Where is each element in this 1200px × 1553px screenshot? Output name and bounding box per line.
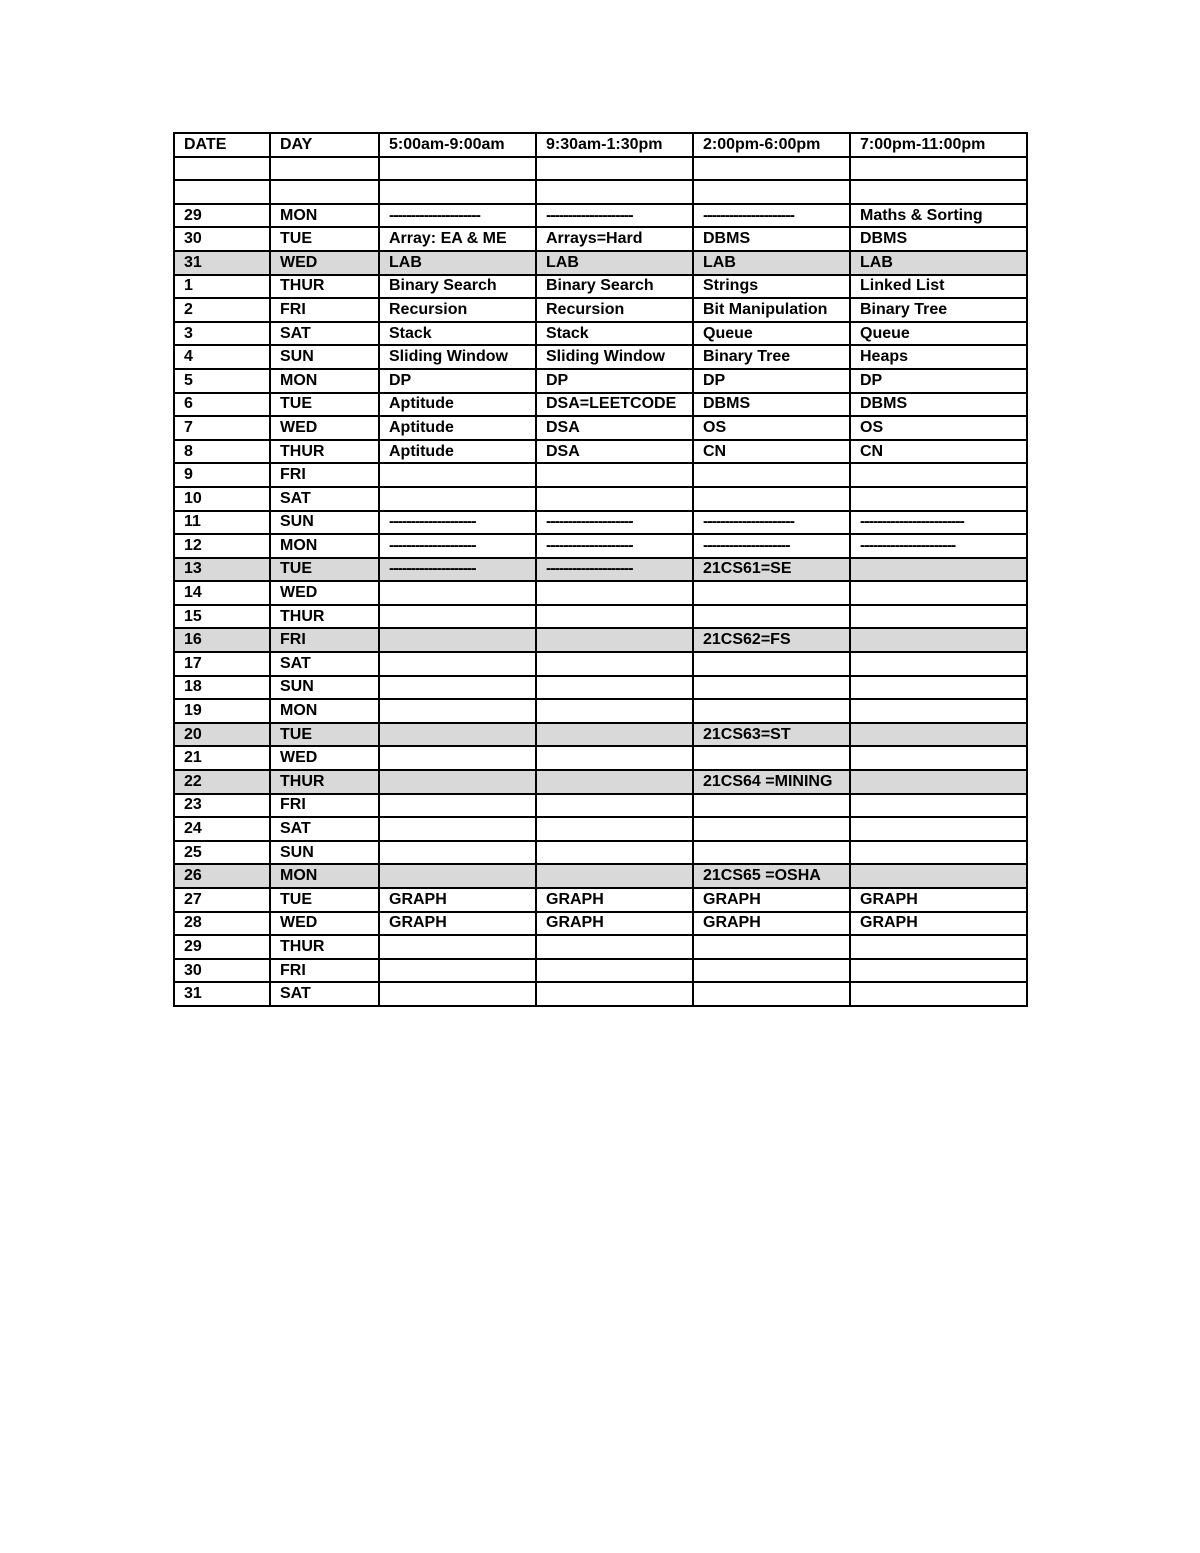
header-row bbox=[174, 133, 1027, 157]
date-cell: 18 bbox=[174, 676, 270, 700]
slot-2-cell bbox=[536, 770, 693, 794]
day-cell: FRI bbox=[270, 959, 379, 983]
date-cell: 7 bbox=[174, 416, 270, 440]
table-row bbox=[174, 959, 1027, 983]
day-cell: SUN bbox=[270, 345, 379, 369]
day-cell bbox=[270, 180, 379, 204]
slot-1-cell bbox=[379, 699, 536, 723]
table-row bbox=[174, 982, 1027, 1006]
header-slot-3: 2:00pm-6:00pm bbox=[693, 133, 850, 157]
day-cell: MON bbox=[270, 699, 379, 723]
table-row bbox=[174, 935, 1027, 959]
slot-2-cell: GRAPH bbox=[536, 912, 693, 936]
day-cell: MON bbox=[270, 864, 379, 888]
date-cell: 19 bbox=[174, 699, 270, 723]
slot-4-cell: GRAPH bbox=[850, 888, 1027, 912]
table-row bbox=[174, 440, 1027, 464]
slot-1-cell: Aptitude bbox=[379, 416, 536, 440]
date-cell: 26 bbox=[174, 864, 270, 888]
slot-1-cell bbox=[379, 935, 536, 959]
slot-4-cell bbox=[850, 864, 1027, 888]
date-cell: 29 bbox=[174, 935, 270, 959]
slot-3-cell: CN bbox=[693, 440, 850, 464]
table-row bbox=[174, 652, 1027, 676]
slot-1-cell bbox=[379, 605, 536, 629]
date-cell: 3 bbox=[174, 322, 270, 346]
day-cell: TUE bbox=[270, 393, 379, 417]
day-cell: FRI bbox=[270, 628, 379, 652]
slot-2-cell: Stack bbox=[536, 322, 693, 346]
day-cell: TUE bbox=[270, 558, 379, 582]
slot-4-cell bbox=[850, 180, 1027, 204]
slot-1-cell bbox=[379, 628, 536, 652]
slot-2-cell bbox=[536, 487, 693, 511]
slot-2-cell: DSA bbox=[536, 440, 693, 464]
day-cell: TUE bbox=[270, 888, 379, 912]
table-row bbox=[174, 817, 1027, 841]
date-cell: 6 bbox=[174, 393, 270, 417]
slot-4-cell bbox=[850, 794, 1027, 818]
slot-2-cell bbox=[536, 935, 693, 959]
day-cell: SAT bbox=[270, 487, 379, 511]
slot-4-cell bbox=[850, 723, 1027, 747]
slot-1-cell bbox=[379, 959, 536, 983]
slot-3-cell: 21CS64 =MINING bbox=[693, 770, 850, 794]
slot-2-cell bbox=[536, 794, 693, 818]
slot-2-cell bbox=[536, 652, 693, 676]
slot-1-cell: GRAPH bbox=[379, 888, 536, 912]
slot-3-cell bbox=[693, 676, 850, 700]
slot-3-cell: DP bbox=[693, 369, 850, 393]
day-cell: SAT bbox=[270, 817, 379, 841]
table-row bbox=[174, 204, 1027, 228]
slot-4-cell bbox=[850, 487, 1027, 511]
slot-4-cell: Maths & Sorting bbox=[850, 204, 1027, 228]
slot-3-cell bbox=[693, 699, 850, 723]
date-cell: 16 bbox=[174, 628, 270, 652]
table-row bbox=[174, 628, 1027, 652]
day-cell: WED bbox=[270, 416, 379, 440]
slot-2-cell bbox=[536, 157, 693, 181]
slot-2-cell bbox=[536, 864, 693, 888]
table-row bbox=[174, 699, 1027, 723]
table-row bbox=[174, 888, 1027, 912]
slot-4-cell bbox=[850, 699, 1027, 723]
slot-4-cell bbox=[850, 652, 1027, 676]
slot-4-cell: DP bbox=[850, 369, 1027, 393]
slot-2-cell: DP bbox=[536, 369, 693, 393]
slot-2-cell: LAB bbox=[536, 251, 693, 275]
day-cell: MON bbox=[270, 204, 379, 228]
table-row bbox=[174, 605, 1027, 629]
day-cell bbox=[270, 157, 379, 181]
slot-4-cell bbox=[850, 935, 1027, 959]
day-cell: SUN bbox=[270, 511, 379, 535]
slot-1-cell bbox=[379, 676, 536, 700]
table-row bbox=[174, 723, 1027, 747]
date-cell: 22 bbox=[174, 770, 270, 794]
day-cell: FRI bbox=[270, 794, 379, 818]
slot-4-cell: Queue bbox=[850, 322, 1027, 346]
slot-2-cell: Arrays=Hard bbox=[536, 227, 693, 251]
slot-1-cell: DP bbox=[379, 369, 536, 393]
slot-1-cell bbox=[379, 157, 536, 181]
slot-1-cell bbox=[379, 180, 536, 204]
slot-1-cell: Binary Search bbox=[379, 275, 536, 299]
date-cell: 1 bbox=[174, 275, 270, 299]
day-cell: FRI bbox=[270, 463, 379, 487]
slot-2-cell: -------------------- bbox=[536, 558, 693, 582]
slot-4-cell bbox=[850, 157, 1027, 181]
table-row bbox=[174, 676, 1027, 700]
day-cell: THUR bbox=[270, 935, 379, 959]
date-cell: 8 bbox=[174, 440, 270, 464]
slot-3-cell: DBMS bbox=[693, 227, 850, 251]
day-cell: SAT bbox=[270, 322, 379, 346]
slot-3-cell: Bit Manipulation bbox=[693, 298, 850, 322]
table-row bbox=[174, 511, 1027, 535]
slot-3-cell: DBMS bbox=[693, 393, 850, 417]
slot-4-cell bbox=[850, 982, 1027, 1006]
date-cell bbox=[174, 180, 270, 204]
slot-1-cell: Aptitude bbox=[379, 440, 536, 464]
slot-3-cell bbox=[693, 935, 850, 959]
slot-2-cell: Recursion bbox=[536, 298, 693, 322]
date-cell: 2 bbox=[174, 298, 270, 322]
date-cell: 11 bbox=[174, 511, 270, 535]
date-cell: 20 bbox=[174, 723, 270, 747]
slot-2-cell: -------------------- bbox=[536, 534, 693, 558]
date-cell: 12 bbox=[174, 534, 270, 558]
slot-2-cell bbox=[536, 723, 693, 747]
slot-2-cell: DSA=LEETCODE bbox=[536, 393, 693, 417]
slot-4-cell: DBMS bbox=[850, 227, 1027, 251]
day-cell: WED bbox=[270, 746, 379, 770]
slot-1-cell: Stack bbox=[379, 322, 536, 346]
slot-1-cell bbox=[379, 794, 536, 818]
day-cell: SUN bbox=[270, 841, 379, 865]
slot-4-cell: LAB bbox=[850, 251, 1027, 275]
header-slot-2: 9:30am-1:30pm bbox=[536, 133, 693, 157]
slot-1-cell bbox=[379, 652, 536, 676]
slot-3-cell bbox=[693, 746, 850, 770]
day-cell: WED bbox=[270, 912, 379, 936]
date-cell: 31 bbox=[174, 251, 270, 275]
table-row bbox=[174, 746, 1027, 770]
day-cell: FRI bbox=[270, 298, 379, 322]
day-cell: MON bbox=[270, 369, 379, 393]
slot-1-cell bbox=[379, 864, 536, 888]
header-date: DATE bbox=[174, 133, 270, 157]
table-row bbox=[174, 416, 1027, 440]
table-row bbox=[174, 794, 1027, 818]
date-cell: 27 bbox=[174, 888, 270, 912]
slot-1-cell: Sliding Window bbox=[379, 345, 536, 369]
slot-1-cell bbox=[379, 581, 536, 605]
slot-1-cell: LAB bbox=[379, 251, 536, 275]
table-row bbox=[174, 298, 1027, 322]
date-cell: 25 bbox=[174, 841, 270, 865]
slot-1-cell bbox=[379, 487, 536, 511]
slot-4-cell bbox=[850, 463, 1027, 487]
date-cell: 29 bbox=[174, 204, 270, 228]
header-day: DAY bbox=[270, 133, 379, 157]
table-row bbox=[174, 393, 1027, 417]
slot-3-cell: LAB bbox=[693, 251, 850, 275]
date-cell: 4 bbox=[174, 345, 270, 369]
slot-2-cell bbox=[536, 605, 693, 629]
table-row bbox=[174, 770, 1027, 794]
slot-4-cell bbox=[850, 628, 1027, 652]
slot-3-cell bbox=[693, 959, 850, 983]
slot-4-cell: ---------------------- bbox=[850, 534, 1027, 558]
date-cell: 13 bbox=[174, 558, 270, 582]
slot-1-cell bbox=[379, 463, 536, 487]
date-cell: 28 bbox=[174, 912, 270, 936]
slot-4-cell bbox=[850, 841, 1027, 865]
slot-4-cell: Heaps bbox=[850, 345, 1027, 369]
slot-3-cell: GRAPH bbox=[693, 888, 850, 912]
table-row bbox=[174, 322, 1027, 346]
slot-2-cell bbox=[536, 628, 693, 652]
table-row bbox=[174, 369, 1027, 393]
table-row bbox=[174, 841, 1027, 865]
slot-4-cell bbox=[850, 676, 1027, 700]
header-slot-4: 7:00pm-11:00pm bbox=[850, 133, 1027, 157]
date-cell: 14 bbox=[174, 581, 270, 605]
date-cell: 10 bbox=[174, 487, 270, 511]
header-slot-1: 5:00am-9:00am bbox=[379, 133, 536, 157]
slot-1-cell: -------------------- bbox=[379, 558, 536, 582]
table-row bbox=[174, 912, 1027, 936]
slot-2-cell: GRAPH bbox=[536, 888, 693, 912]
table-row bbox=[174, 487, 1027, 511]
slot-3-cell: 21CS63=ST bbox=[693, 723, 850, 747]
slot-3-cell bbox=[693, 652, 850, 676]
slot-2-cell bbox=[536, 463, 693, 487]
table-row bbox=[174, 345, 1027, 369]
date-cell: 23 bbox=[174, 794, 270, 818]
slot-4-cell: GRAPH bbox=[850, 912, 1027, 936]
schedule-table bbox=[173, 132, 1028, 1007]
slot-4-cell: ------------------------ bbox=[850, 511, 1027, 535]
slot-3-cell bbox=[693, 982, 850, 1006]
date-cell: 17 bbox=[174, 652, 270, 676]
slot-3-cell bbox=[693, 817, 850, 841]
slot-3-cell bbox=[693, 157, 850, 181]
slot-1-cell bbox=[379, 746, 536, 770]
slot-4-cell: CN bbox=[850, 440, 1027, 464]
slot-3-cell: Strings bbox=[693, 275, 850, 299]
slot-3-cell: Queue bbox=[693, 322, 850, 346]
day-cell: THUR bbox=[270, 440, 379, 464]
slot-1-cell bbox=[379, 770, 536, 794]
table-row bbox=[174, 157, 1027, 181]
slot-2-cell: -------------------- bbox=[536, 511, 693, 535]
slot-4-cell bbox=[850, 581, 1027, 605]
slot-4-cell: DBMS bbox=[850, 393, 1027, 417]
date-cell: 21 bbox=[174, 746, 270, 770]
date-cell: 5 bbox=[174, 369, 270, 393]
slot-4-cell bbox=[850, 770, 1027, 794]
table-row bbox=[174, 864, 1027, 888]
slot-1-cell: Array: EA & ME bbox=[379, 227, 536, 251]
day-cell: WED bbox=[270, 251, 379, 275]
slot-3-cell: -------------------- bbox=[693, 534, 850, 558]
slot-2-cell: DSA bbox=[536, 416, 693, 440]
slot-1-cell: -------------------- bbox=[379, 511, 536, 535]
day-cell: TUE bbox=[270, 723, 379, 747]
date-cell: 15 bbox=[174, 605, 270, 629]
slot-4-cell bbox=[850, 746, 1027, 770]
schedule-body bbox=[174, 133, 1027, 1006]
day-cell: SUN bbox=[270, 676, 379, 700]
slot-3-cell: 21CS61=SE bbox=[693, 558, 850, 582]
day-cell: MON bbox=[270, 534, 379, 558]
slot-1-cell bbox=[379, 723, 536, 747]
slot-1-cell: --------------------- bbox=[379, 204, 536, 228]
day-cell: WED bbox=[270, 581, 379, 605]
slot-4-cell bbox=[850, 817, 1027, 841]
day-cell: SAT bbox=[270, 652, 379, 676]
date-cell: 30 bbox=[174, 959, 270, 983]
date-cell: 31 bbox=[174, 982, 270, 1006]
slot-2-cell bbox=[536, 676, 693, 700]
table-row bbox=[174, 534, 1027, 558]
slot-3-cell bbox=[693, 581, 850, 605]
slot-4-cell: Binary Tree bbox=[850, 298, 1027, 322]
slot-2-cell bbox=[536, 699, 693, 723]
day-cell: SAT bbox=[270, 982, 379, 1006]
slot-2-cell bbox=[536, 581, 693, 605]
date-cell: 9 bbox=[174, 463, 270, 487]
slot-3-cell: 21CS62=FS bbox=[693, 628, 850, 652]
slot-1-cell bbox=[379, 817, 536, 841]
slot-4-cell: Linked List bbox=[850, 275, 1027, 299]
slot-2-cell bbox=[536, 746, 693, 770]
slot-3-cell: --------------------- bbox=[693, 511, 850, 535]
slot-1-cell bbox=[379, 982, 536, 1006]
slot-1-cell: GRAPH bbox=[379, 912, 536, 936]
slot-2-cell: Sliding Window bbox=[536, 345, 693, 369]
slot-3-cell bbox=[693, 463, 850, 487]
slot-1-cell bbox=[379, 841, 536, 865]
slot-3-cell: OS bbox=[693, 416, 850, 440]
slot-1-cell: -------------------- bbox=[379, 534, 536, 558]
slot-2-cell: Binary Search bbox=[536, 275, 693, 299]
slot-3-cell bbox=[693, 841, 850, 865]
table-row bbox=[174, 251, 1027, 275]
slot-2-cell bbox=[536, 959, 693, 983]
slot-4-cell bbox=[850, 959, 1027, 983]
slot-2-cell bbox=[536, 180, 693, 204]
slot-4-cell bbox=[850, 558, 1027, 582]
table-row bbox=[174, 180, 1027, 204]
slot-3-cell bbox=[693, 794, 850, 818]
table-row bbox=[174, 558, 1027, 582]
date-cell: 24 bbox=[174, 817, 270, 841]
table-row bbox=[174, 227, 1027, 251]
table-row bbox=[174, 463, 1027, 487]
slot-3-cell: Binary Tree bbox=[693, 345, 850, 369]
slot-1-cell: Aptitude bbox=[379, 393, 536, 417]
slot-4-cell bbox=[850, 605, 1027, 629]
day-cell: THUR bbox=[270, 605, 379, 629]
slot-2-cell bbox=[536, 982, 693, 1006]
slot-1-cell: Recursion bbox=[379, 298, 536, 322]
slot-3-cell bbox=[693, 605, 850, 629]
date-cell: 30 bbox=[174, 227, 270, 251]
day-cell: TUE bbox=[270, 227, 379, 251]
slot-2-cell: -------------------- bbox=[536, 204, 693, 228]
slot-2-cell bbox=[536, 817, 693, 841]
table-row bbox=[174, 275, 1027, 299]
date-cell bbox=[174, 157, 270, 181]
day-cell: THUR bbox=[270, 275, 379, 299]
day-cell: THUR bbox=[270, 770, 379, 794]
slot-3-cell: GRAPH bbox=[693, 912, 850, 936]
slot-3-cell: 21CS65 =OSHA bbox=[693, 864, 850, 888]
slot-3-cell bbox=[693, 487, 850, 511]
table-row bbox=[174, 581, 1027, 605]
slot-4-cell: OS bbox=[850, 416, 1027, 440]
slot-2-cell bbox=[536, 841, 693, 865]
slot-3-cell bbox=[693, 180, 850, 204]
slot-3-cell: --------------------- bbox=[693, 204, 850, 228]
